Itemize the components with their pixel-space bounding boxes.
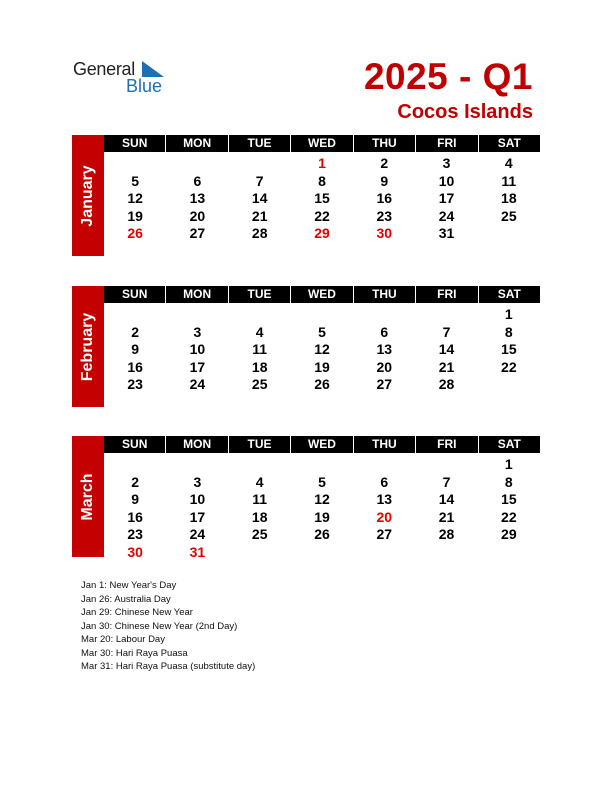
month-february	[72, 286, 540, 407]
day-cell: 6	[193, 172, 202, 189]
week-row	[104, 456, 540, 474]
holiday-list	[81, 579, 255, 674]
week-row	[104, 225, 540, 243]
weekday-sat: SAT	[479, 286, 540, 303]
day-cell: 3	[442, 155, 451, 171]
weekday-sun: SUN	[104, 436, 165, 453]
day-cell: 12	[314, 491, 330, 507]
weekday-mon: MON	[166, 286, 227, 303]
week-row	[104, 376, 540, 394]
day-cell: 30	[376, 225, 393, 241]
week-row	[104, 306, 540, 324]
week-row	[104, 359, 540, 377]
day-grid	[104, 456, 540, 561]
empty-day-cell	[104, 306, 166, 324]
month-march	[72, 436, 540, 560]
empty-day-cell	[478, 225, 540, 243]
day-cell: 8	[504, 323, 513, 340]
day-cell: 19	[314, 358, 330, 375]
day-grid	[104, 306, 540, 394]
empty-day-cell	[166, 306, 228, 324]
month-name: February	[79, 312, 96, 381]
empty-day-cell	[415, 544, 477, 562]
empty-day-cell	[166, 456, 228, 474]
holiday-item: Jan 26: Australia Day	[81, 593, 171, 605]
holiday-item: Mar 20: Labour Day	[81, 634, 165, 645]
day-cell: 1	[504, 306, 513, 322]
day-cell: 5	[318, 473, 326, 490]
day-cell: 1	[504, 456, 513, 472]
month-january	[72, 135, 540, 256]
day-cell: 30	[127, 543, 143, 560]
day-cell: 3	[193, 473, 202, 490]
weekday-mon: MON	[166, 436, 227, 453]
day-cell: 2	[380, 155, 389, 171]
day-cell: 17	[438, 190, 455, 206]
day-cell: 19	[314, 508, 330, 525]
day-cell: 28	[251, 225, 268, 241]
weekday-tue: TUE	[229, 286, 290, 303]
weekday-thu: THU	[354, 135, 415, 152]
day-cell: 23	[127, 376, 143, 392]
month-name: January	[79, 164, 96, 227]
weekday-header	[104, 135, 540, 152]
day-cell: 24	[189, 526, 206, 542]
week-row	[104, 173, 540, 191]
day-cell: 15	[501, 341, 517, 357]
day-cell: 25	[251, 526, 268, 542]
logo-general-text: General	[73, 59, 135, 79]
day-cell: 23	[127, 526, 143, 542]
day-cell: 28	[438, 376, 455, 392]
empty-day-cell	[229, 544, 291, 562]
day-cell: 2	[131, 473, 140, 490]
weekday-fri: FRI	[416, 436, 477, 453]
day-cell: 10	[189, 491, 206, 507]
day-cell: 14	[438, 491, 455, 507]
day-cell: 22	[314, 207, 330, 224]
day-cell: 10	[189, 341, 206, 357]
day-cell: 23	[376, 207, 393, 224]
day-cell: 11	[501, 172, 517, 189]
day-cell: 5	[131, 172, 140, 189]
empty-day-cell	[291, 544, 353, 562]
month-label-bar	[72, 436, 104, 557]
empty-day-cell	[353, 456, 415, 474]
logo-blue-text: Blue	[126, 76, 163, 96]
empty-day-cell	[415, 306, 477, 324]
day-cell: 14	[438, 341, 455, 357]
day-cell: 25	[501, 207, 517, 224]
day-cell: 27	[376, 526, 393, 542]
week-row	[104, 526, 540, 544]
holiday-item: Mar 30: Hari Raya Puasa	[81, 647, 188, 659]
empty-day-cell	[415, 456, 477, 474]
day-cell: 25	[251, 376, 268, 392]
day-cell: 26	[314, 376, 330, 392]
empty-day-cell	[478, 376, 540, 394]
weekday-tue: TUE	[229, 135, 290, 152]
day-cell: 21	[251, 207, 268, 224]
holiday-item: Jan 30: Chinese New Year (2nd Day)	[81, 620, 238, 632]
month-label-bar	[72, 286, 104, 407]
day-cell: 9	[380, 172, 389, 189]
weekday-sat: SAT	[479, 436, 540, 453]
empty-day-cell	[353, 306, 415, 324]
empty-day-cell	[229, 155, 291, 173]
day-cell: 27	[376, 376, 393, 392]
day-cell: 29	[501, 526, 517, 542]
page-title: 2025 - Q1	[363, 56, 533, 97]
empty-day-cell	[104, 155, 166, 173]
holiday-item: Mar 31: Hari Raya Puasa (substitute day)	[81, 661, 256, 672]
day-cell: 7	[442, 473, 451, 490]
day-cell: 12	[127, 190, 143, 206]
day-cell: 8	[504, 473, 513, 490]
day-cell: 17	[189, 508, 206, 525]
weekday-thu: THU	[354, 286, 415, 303]
day-cell: 31	[189, 543, 206, 560]
weekday-sun: SUN	[104, 135, 165, 152]
empty-day-cell	[353, 544, 415, 562]
day-cell: 9	[131, 341, 140, 357]
day-cell: 13	[376, 341, 393, 357]
day-cell: 18	[251, 358, 268, 375]
weekday-tue: TUE	[229, 436, 290, 453]
day-cell: 20	[189, 207, 206, 224]
day-cell: 29	[314, 225, 330, 241]
day-cell: 10	[438, 172, 455, 189]
empty-day-cell	[478, 544, 540, 562]
day-cell: 18	[251, 508, 268, 525]
day-cell: 4	[255, 473, 264, 490]
day-cell: 24	[189, 376, 206, 392]
day-cell: 9	[131, 491, 140, 507]
day-cell: 17	[189, 358, 206, 375]
week-row	[104, 190, 540, 208]
weekday-header	[104, 436, 540, 453]
day-cell: 19	[127, 207, 143, 224]
day-cell: 11	[252, 341, 268, 357]
weekday-fri: FRI	[416, 286, 477, 303]
day-cell: 13	[376, 491, 393, 507]
weekday-sun: SUN	[104, 286, 165, 303]
day-cell: 11	[252, 491, 268, 507]
page-subtitle: Cocos Islands	[397, 101, 533, 123]
day-cell: 15	[314, 190, 330, 206]
day-cell: 31	[438, 225, 455, 241]
day-cell: 6	[380, 323, 389, 340]
day-cell: 4	[504, 155, 513, 171]
day-cell: 3	[193, 323, 202, 340]
day-cell: 6	[380, 473, 389, 490]
week-row	[104, 155, 540, 173]
day-cell: 7	[255, 172, 264, 189]
month-name: March	[79, 472, 96, 521]
week-row	[104, 324, 540, 342]
empty-day-cell	[229, 456, 291, 474]
weekday-fri: FRI	[416, 135, 477, 152]
holiday-item: Jan 29: Chinese New Year	[81, 607, 193, 618]
day-cell: 22	[501, 508, 517, 525]
day-cell: 8	[318, 172, 326, 189]
weekday-header	[104, 286, 540, 303]
week-row	[104, 491, 540, 509]
weekday-wed: WED	[291, 436, 352, 453]
empty-day-cell	[229, 306, 291, 324]
generalblue-logo	[73, 59, 173, 99]
day-cell: 26	[314, 526, 330, 542]
day-cell: 16	[376, 190, 393, 206]
day-cell: 18	[501, 190, 517, 206]
day-cell: 4	[255, 323, 264, 340]
empty-day-cell	[104, 456, 166, 474]
day-cell: 2	[131, 323, 140, 340]
day-grid	[104, 155, 540, 243]
empty-day-cell	[166, 155, 228, 173]
empty-day-cell	[291, 456, 353, 474]
day-cell: 1	[318, 155, 326, 171]
day-cell: 28	[438, 526, 455, 542]
day-cell: 20	[376, 508, 393, 525]
day-cell: 5	[318, 323, 326, 340]
weekday-sat: SAT	[479, 135, 540, 152]
week-row	[104, 341, 540, 359]
day-cell: 13	[189, 190, 206, 206]
day-cell: 15	[501, 491, 517, 507]
day-cell: 16	[127, 358, 143, 375]
day-cell: 22	[501, 358, 517, 375]
empty-day-cell	[291, 306, 353, 324]
day-cell: 16	[127, 508, 143, 525]
weekday-wed: WED	[291, 135, 352, 152]
weekday-wed: WED	[291, 286, 352, 303]
logo-triangle-icon	[142, 61, 164, 77]
day-cell: 27	[189, 225, 206, 241]
day-cell: 7	[442, 323, 451, 340]
day-cell: 12	[314, 341, 330, 357]
day-cell: 20	[376, 358, 393, 375]
week-row	[104, 208, 540, 226]
day-cell: 14	[251, 190, 268, 206]
week-row	[104, 509, 540, 527]
week-row	[104, 474, 540, 492]
month-label-bar	[72, 135, 104, 256]
holiday-item: Jan 1: New Year's Day	[81, 580, 177, 591]
weekday-thu: THU	[354, 436, 415, 453]
day-cell: 26	[127, 225, 143, 241]
week-row	[104, 544, 540, 562]
day-cell: 21	[438, 508, 455, 525]
day-cell: 21	[438, 358, 455, 375]
day-cell: 24	[438, 207, 455, 224]
weekday-mon: MON	[166, 135, 227, 152]
